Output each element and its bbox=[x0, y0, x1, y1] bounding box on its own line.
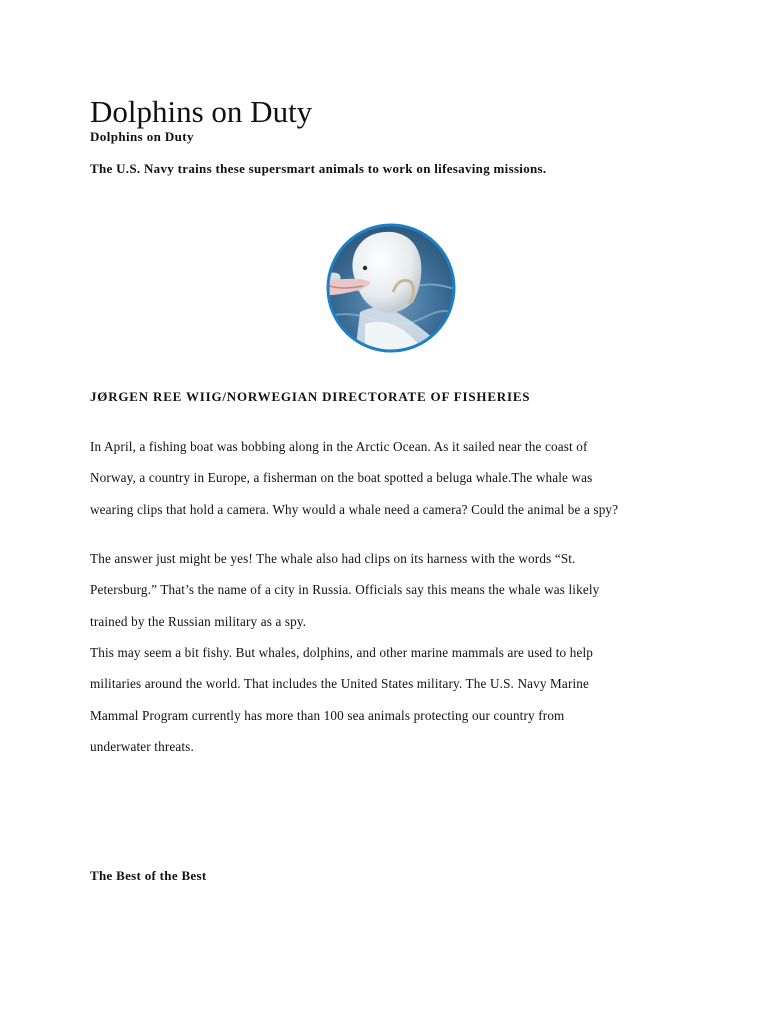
article-title: Dolphins on Duty bbox=[90, 94, 313, 129]
paragraph-line: Petersburg.” That’s the name of a city in Russia. Officials say this means the whale was likely bbox=[90, 582, 600, 598]
paragraph-line: underwater threats. bbox=[90, 738, 194, 754]
paragraph-line: Norway, a country in Europe, a fisherman on the boat spotted a beluga whale.The whale was bbox=[90, 470, 593, 486]
paragraph-1 bbox=[90, 431, 690, 525]
beluga-whale-image bbox=[325, 222, 457, 354]
paragraph-line: The answer just might be yes! The whale also had clips on its harness with the words “St. bbox=[90, 551, 576, 566]
article-subtitle: Dolphins on Duty bbox=[90, 129, 194, 144]
beluga-whale-photo bbox=[325, 222, 457, 354]
paragraph-line: trained by the Russian military as a spy. bbox=[90, 613, 307, 629]
image-credit: JØRGEN REE WIIG/NORWEGIAN DIRECTORATE OF FISHERIES bbox=[90, 389, 531, 404]
paragraph-line: In April, a fishing boat was bobbing along in the Arctic Ocean. As it sailed near the coast of bbox=[90, 439, 588, 454]
paragraph-line: Mammal Program currently has more than 100 sea animals protecting our country from bbox=[90, 707, 565, 723]
paragraph-line: militaries around the world. That includes the United States military. The U.S. Navy Marine bbox=[90, 676, 590, 692]
paragraph-line: wearing clips that hold a camera. Why would a whale need a camera? Could the animal be a spy? bbox=[90, 501, 619, 517]
paragraph-3 bbox=[90, 637, 690, 762]
article-deck: The U.S. Navy trains these supersmart animals to work on lifesaving missions. bbox=[90, 161, 547, 176]
paragraph-2 bbox=[90, 543, 690, 637]
paragraph-line: This may seem a bit fishy. But whales, dolphins, and other marine mammals are used to help bbox=[90, 645, 594, 660]
section-heading: The Best of the Best bbox=[90, 868, 207, 883]
